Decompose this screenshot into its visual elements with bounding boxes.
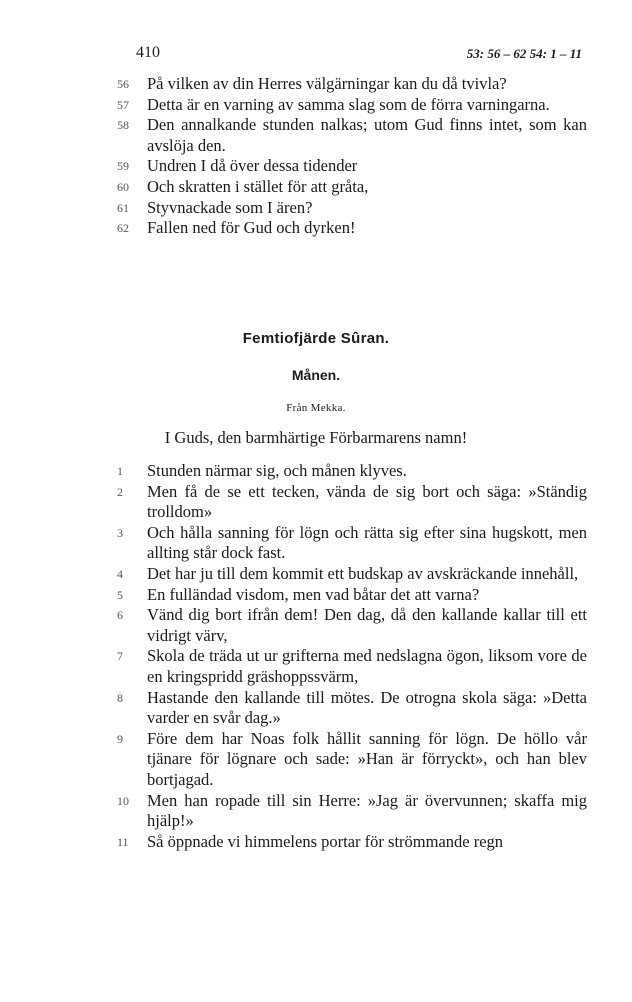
verse-number: 8 — [117, 690, 123, 705]
verse-text: Stunden närmar sig, och månen klyves. — [147, 461, 407, 480]
verse-text: Och hålla sanning för lögn och rätta sig efter sina hugskott, men allting står dock fast. — [147, 522, 587, 563]
verse-number: 2 — [117, 484, 123, 499]
verse-text: Fallen ned för Gud och dyrken! — [147, 218, 356, 238]
verse — [0, 115, 632, 156]
sura-title: Femtiofjärde Sûran. — [242, 330, 390, 347]
verse-text: Hastande den kallande till mötes. De otrogna skola säga: »Detta varder en svår dag.» — [147, 687, 587, 728]
verse-text: Och skratten i stället för att gråta, — [147, 176, 369, 196]
verse-number: 4 — [117, 566, 123, 581]
verse-number: 10 — [117, 793, 129, 808]
sura-name: Månen. — [291, 367, 341, 383]
verse-number: 58 — [117, 118, 129, 133]
verse-number: 61 — [117, 200, 129, 215]
verse — [0, 729, 632, 791]
verse-text: Före dem har Noas folk hållit sanning för lögn. De höllo vår tjänare för lögnare och sade: »Han är förryckt», och han blev bortjagad. — [147, 728, 587, 789]
verse — [0, 605, 632, 646]
verse-text: På vilken av din Herres välgärningar kan du då tvivla? — [147, 74, 507, 93]
sura-origin: Från Mekka. — [286, 402, 346, 414]
verse — [0, 688, 632, 729]
verse-number: 57 — [117, 97, 129, 112]
verse — [0, 482, 632, 523]
verse — [0, 74, 632, 95]
verse — [0, 585, 632, 606]
verse-text: Men få de se ett tecken, vända de sig bort och säga: »Ständig trolldom» — [147, 481, 587, 522]
verse-number: 59 — [117, 159, 129, 174]
verse-text: Det har ju till dem kommit ett budskap av avskräckande innehåll, — [147, 563, 579, 583]
verse-text: Så öppnade vi himmelens portar för strömmande regn — [147, 831, 504, 851]
verse — [0, 461, 632, 482]
verse-number: 7 — [117, 649, 123, 664]
verse — [0, 646, 632, 687]
verse-number: 56 — [117, 77, 129, 91]
verse-number: 5 — [117, 587, 123, 602]
verse-text: Vänd dig bort ifrån dem! Den dag, då den kallande kallar till ett vidrigt värv, — [147, 605, 587, 645]
verse — [0, 523, 632, 564]
sura-verses — [0, 461, 632, 852]
basmala: I Guds, den barmhärtige Förbarmarens namn! — [164, 428, 468, 447]
verse-text: Detta är en varning av samma slag som de förra varningarna. — [147, 94, 550, 114]
verse-number: 62 — [117, 221, 129, 236]
verse-text: Styvnackade som I ären? — [147, 197, 313, 217]
verse — [0, 791, 632, 832]
verse-text: Men han ropade till sin Herre: »Jag är övervunnen; skaffa mig hjälp!» — [147, 790, 587, 831]
running-head: 53: 56 – 62 54: 1 – 11 — [466, 46, 582, 61]
verse-text: Undren I då över dessa tidender — [147, 156, 358, 176]
verse — [0, 156, 632, 177]
verse-number: 1 — [117, 464, 123, 478]
verse — [0, 95, 632, 116]
verse-text: En fulländad visdom, men vad båtar det att varna? — [147, 584, 480, 604]
verse-text: Skola de träda ut ur grifterna med nedslagna ögon, liksom vore de en kringspridd gräshoppssvärm, — [147, 646, 587, 686]
verse-number: 60 — [117, 179, 129, 194]
verse-number: 11 — [117, 834, 129, 849]
verse — [0, 564, 632, 585]
verse-number: 9 — [117, 731, 123, 746]
verse-number: 6 — [117, 608, 123, 623]
verse-text: Den annalkande stunden nalkas; utom Gud finns intet, som kan avslöja den. — [147, 115, 587, 155]
verse-number: 3 — [117, 525, 123, 540]
verse — [0, 832, 632, 853]
page-header — [0, 44, 632, 64]
verse — [0, 177, 632, 198]
verse — [0, 218, 632, 239]
previous-sura-verses — [0, 74, 632, 239]
page-number: 410 — [136, 44, 160, 61]
verse — [0, 198, 632, 219]
